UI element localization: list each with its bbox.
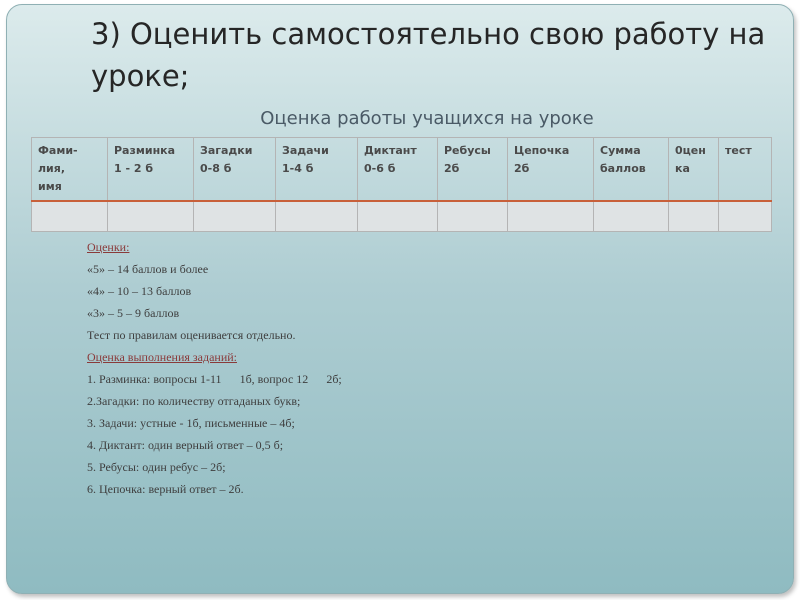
table-cell[interactable] [719,201,772,232]
task-rule-warmup-part: 1. Разминка: вопросы 1-11 [87,372,222,386]
task-rule-warmup-part: 1б, вопрос 12 [239,372,309,386]
table-cell[interactable] [438,201,508,232]
task-rule-warmup [87,368,587,390]
grades-heading: Оценки: [87,240,130,254]
task-rule-chain: 6. Цепочка: верный ответ – 2б. [87,482,244,496]
table-cell[interactable] [669,201,719,232]
task-rule-problems: 3. Задачи: устные - 1б, письменные – 4б; [87,416,295,430]
column-header: Цепочка 2б [508,138,594,202]
task-rule-riddles: 2.Загадки: по количеству отгаданых букв; [87,394,301,408]
table-cell[interactable] [594,201,669,232]
table-cell[interactable] [276,201,358,232]
column-header: Диктант 0-6 б [358,138,438,202]
task-rule-dictation: 4. Диктант: один верный ответ – 0,5 б; [87,438,284,452]
test-note: Тест по правилам оценивается отдельно. [87,328,296,342]
table-caption: Оценка работы учащихся на уроке [260,108,594,129]
task-rule-warmup-part: 2б; [326,372,342,386]
tasks-heading: Оценка выполнения заданий: [87,350,237,364]
table-cell[interactable] [194,201,276,232]
column-header: 0цен ка [669,138,719,202]
grade-rule: «5» – 14 баллов и более [87,262,209,276]
column-header: Ребусы 2б [438,138,508,202]
table-cell[interactable] [32,201,108,232]
notes-block [87,236,587,500]
grading-table [31,137,772,232]
grade-rule: «4» – 10 – 13 баллов [87,284,192,298]
table-cell[interactable] [108,201,194,232]
column-header: тест [719,138,772,202]
table-cell[interactable] [358,201,438,232]
table-cell[interactable] [508,201,594,232]
column-header: Фами- лия, имя [32,138,108,202]
table-row [32,201,772,232]
table-header-row [32,138,772,202]
task-rule-rebus: 5. Ребусы: один ребус – 2б; [87,460,226,474]
slide-title: 3) Оценить самостоятельно свою работу на уроке; [91,17,766,93]
column-header: Сумма баллов [594,138,669,202]
column-header: Разминка 1 - 2 б [108,138,194,202]
grade-rule: «3» – 5 – 9 баллов [87,306,180,320]
column-header: Загадки 0-8 б [194,138,276,202]
column-header: Задачи 1-4 б [276,138,358,202]
